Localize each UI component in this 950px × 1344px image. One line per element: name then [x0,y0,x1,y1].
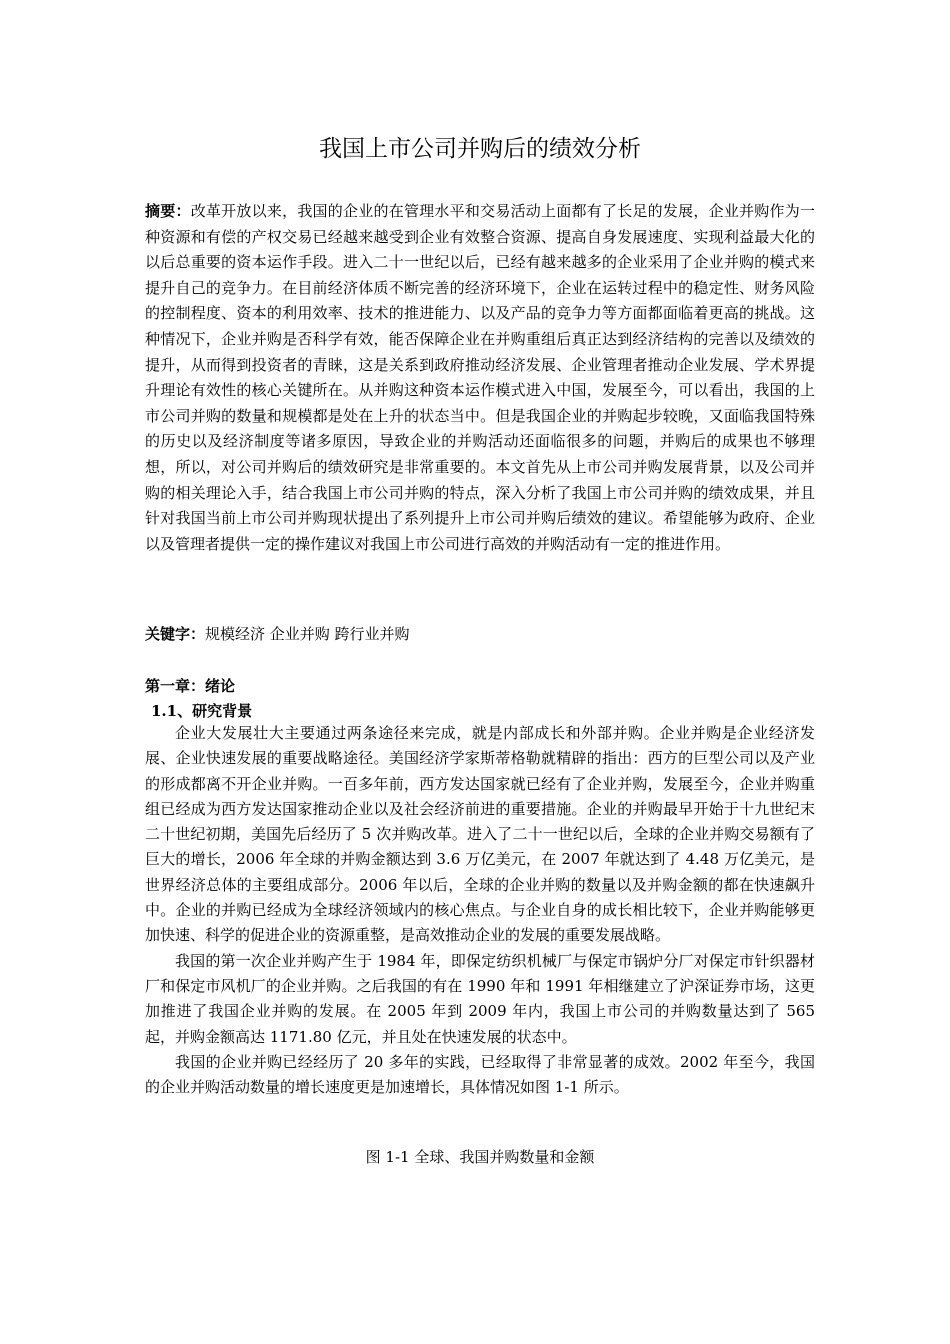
document-title: 我国上市公司并购后的绩效分析 [319,136,641,162]
body-paragraph-1: 企业大发展壮大主要通过两条途径来完成，就是内部成长和外部并购。企业并购是企业经济发展、企业快速发展的重要战略途径。美国经济学家斯蒂格勒就精辟的指出：西方的巨型公司以及产业的形成都离不开企业并购。一百多年前，西方发达国家就已经有了企业并购，发展至今，企业并购重组已经成为西方发达国家推动企业以及社会经济前进的重要措施。企业的并购最早开始于十九世纪末二十世纪初期，美国先后经历了 5 次并购改革。进入了二十一世纪以后，全球的企业并购交易额有了巨大的增长，2006 年全球的并购金额达到 3.6 万亿美元，在 2007 年就达到了 4.48 万亿美元，是世界经济总体的主要组成部分。2006 年以后，全球的企业并购的数量以及并购金额的都在快速飙升中。企业的并购已经成为全球经济领域内的核心焦点。与企业自身的成长相比较下，企业并购能够更加快速、科学的促进企业的资源重整，是高效推动企业的发展的重要发展战略。 [145,724,815,945]
body-paragraph-3: 我国的企业并购已经经历了 20 多年的实践，已经取得了非常显著的成效。2002 年至今，我国的企业并购活动数量的增长速度更是加速增长，具体情况如图 1-1 所示。 [145,1052,815,1097]
abstract [145,199,815,557]
body-paragraph-2: 我国的第一次企业并购产生于 1984 年，即保定纺织机械厂与保定市锅炉分厂对保定市针织器材厂和保定市风机厂的企业并购。之后我国的有在 1990 年和 1991 年相继建立了沪深证券市场，这更加推进了我国企业并购的发展。在 2005 年到 2009 年内，我国上市公司的并购数量达到了 565 起，并购金额高达 1171.80 亿元，并且处在快速发展的状态中。 [145,951,815,1046]
keywords-label: 关键字： [145,625,206,643]
abstract-text: 改革开放以来，我国的企业的在管理水平和交易活动上面都有了长足的发展，企业并购作为一种资源和有偿的产权交易已经越来越受到企业有效整合资源、提高自身发展速度、实现利益最大化的以后总重要的资本运作手段。进入二十一世纪以后，已经有越来越多的企业采用了企业并购的模式来提升自己的竞争力。在目前经济体质不断完善的经济环境下，企业在运转过程中的稳定性、财务风险的控制程度、资本的利用效率、技术的推进能力、以及产品的竞争力等方面都面临着更高的挑战。这种情况下，企业并购是否科学有效，能否保障企业在并购重组后真正达到经济结构的完善以及绩效的提升，从而得到投资者的青睐，这是关系到政府推动经济发展、企业管理者推动企业发展、学术界提升理论有效性的核心关键所在。从并购这种资本运作模式进入中国，发展至今，可以看出，我国的上市公司并购的数量和规模都是处在上升的状态当中。但是我国企业的并购起步较晚，又面临我国特殊的历史以及经济制度等诸多原因，导致企业的并购活动还面临很多的问题，并购后的成果也不够理想，所以，对公司并购后的绩效研究是非常重要的。本文首先从上市公司并购发展背景，以及公司并购的相关理论入手，结合我国上市公司并购的特点，深入分析了我国上市公司并购的绩效成果，并且针对我国当前上市公司并购现状提出了系列提升上市公司并购后绩效的建议。希望能够为政府、企业以及管理者提供一定的操作建议对我国上市公司进行高效的并购活动有一定的推进作用。 [145,202,815,553]
figure-caption: 图 1-1 全球、我国并购数量和金额 [365,1148,595,1166]
section-heading: 1.1、研究背景 [151,702,253,720]
body-text [145,721,815,1100]
keywords-text: 规模经济 企业并购 跨行业并购 [205,625,410,643]
chapter-heading: 第一章：绪论 [145,677,236,695]
keywords [145,622,815,646]
abstract-label: 摘要： [145,202,191,220]
